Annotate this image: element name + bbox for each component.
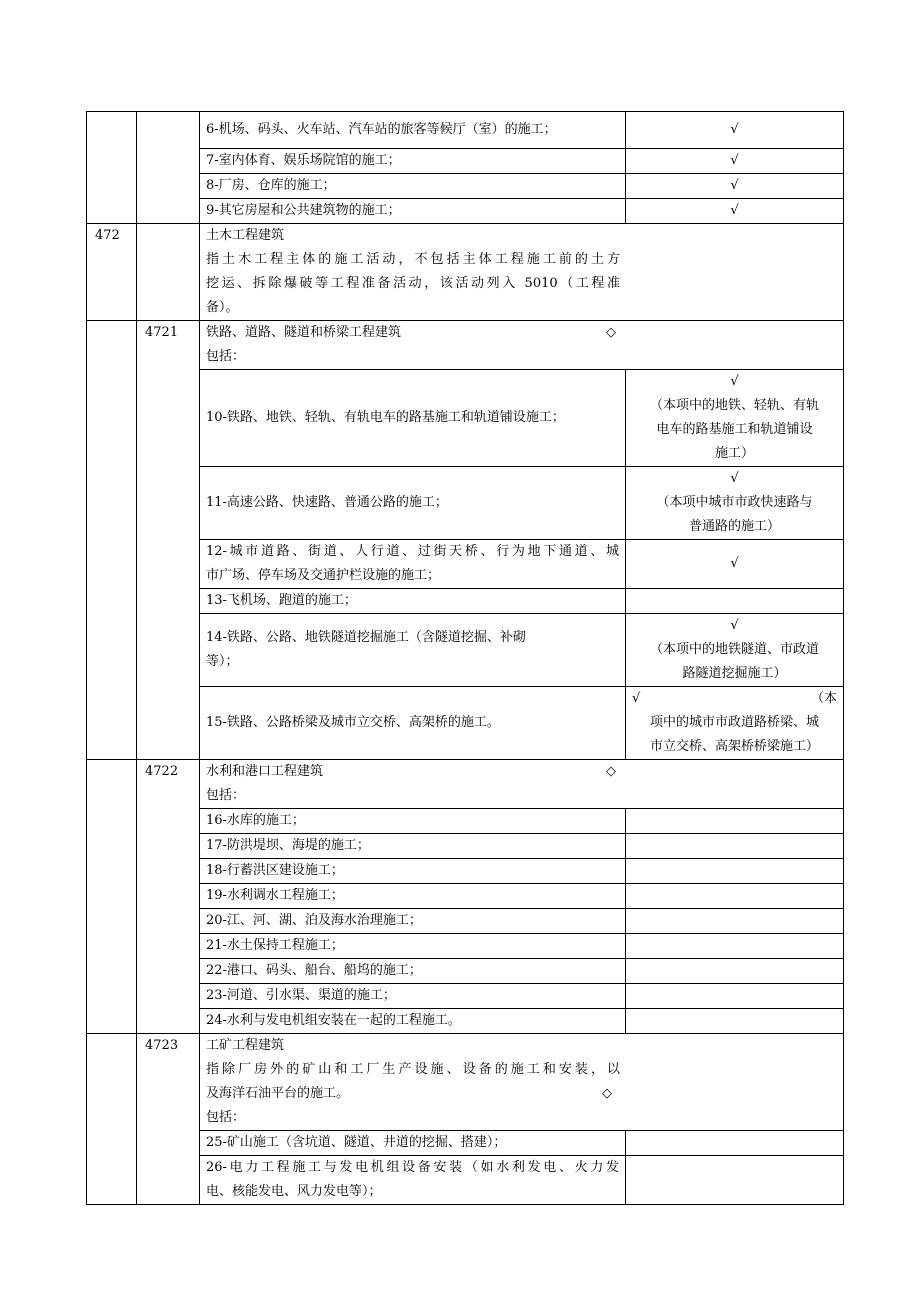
- section-4722-header: [200, 760, 844, 809]
- check-mark: √: [730, 471, 739, 486]
- item-text: 9-其它房屋和公共建筑物的施工；: [200, 199, 626, 224]
- item-text: 23-河道、引水渠、渠道的施工；: [200, 984, 626, 1009]
- check-mark: [626, 934, 844, 959]
- code-472: 472: [87, 224, 137, 321]
- table-row: [87, 112, 844, 149]
- item-text: 17-防洪堤坝、海堤的施工；: [200, 834, 626, 859]
- note-line: 普通路的施工）: [688, 519, 780, 534]
- table-row: [87, 540, 844, 589]
- note-cell: [626, 370, 844, 467]
- item-text: 13-飞机场、跑道的施工；: [200, 589, 626, 614]
- code-cell: [87, 1034, 137, 1205]
- table-row: [87, 959, 844, 984]
- item-text: [200, 614, 626, 687]
- table-row: [87, 589, 844, 614]
- check-mark: √: [730, 374, 739, 389]
- section-title: 铁路、道路、隧道和桥梁工程建筑: [206, 325, 402, 340]
- subcode-cell: [137, 224, 200, 321]
- diamond-icon: ◇: [606, 325, 616, 340]
- check-mark: √: [632, 691, 641, 706]
- note-line: 路隧道挖掘施工）: [682, 666, 787, 681]
- table-row: [87, 984, 844, 1009]
- table-row: [87, 687, 844, 760]
- code-4722: 4722: [137, 760, 200, 1034]
- include-label: 包括：: [206, 349, 246, 364]
- check-mark: [626, 884, 844, 909]
- item-text: 20-江、河、湖、泊及海水治理施工；: [200, 909, 626, 934]
- item-text-line: 电、核能发电、风力发电等）；: [206, 1184, 382, 1199]
- check-mark: √: [626, 174, 844, 199]
- item-text: [200, 1156, 626, 1205]
- item-text: 24-水利与发电机组安装在一起的工程施工。: [200, 1009, 626, 1034]
- item-text: 8-厂房、仓库的施工；: [200, 174, 626, 199]
- note-line: （本项中城市市政快速路与: [656, 495, 813, 510]
- section-desc-line: 挖运、拆除爆破等工程准备活动，该活动列入 5010（工程准: [206, 276, 620, 291]
- section-title: 水利和港口工程建筑: [206, 764, 324, 779]
- item-text: 21-水土保持工程施工；: [200, 934, 626, 959]
- check-mark: [626, 809, 844, 834]
- classification-table: [86, 111, 844, 1205]
- check-mark: [626, 859, 844, 884]
- note-line: 电车的路基施工和轨道铺设: [656, 422, 813, 437]
- include-label: 包括：: [206, 788, 246, 803]
- code-cell: [87, 321, 137, 760]
- section-desc-line: 备）。: [206, 300, 239, 315]
- item-text: 7-室内体育、娱乐场院馆的施工；: [200, 149, 626, 174]
- item-text: 22-港口、码头、船台、船坞的施工；: [200, 959, 626, 984]
- item-text: 19-水利调水工程施工；: [200, 884, 626, 909]
- item-text-line: 26-电力工程施工与发电机组设备安装（如水利发电、火力发: [206, 1160, 619, 1175]
- section-4721-header: [200, 321, 844, 370]
- check-mark: [626, 1009, 844, 1034]
- note-cell: [626, 614, 844, 687]
- note-line: 项中的城市市政道路桥梁、城: [649, 715, 819, 730]
- item-text: 11-高速公路、快速路、普通公路的施工；: [200, 467, 626, 540]
- table-row: [87, 809, 844, 834]
- diamond-icon: ◇: [606, 764, 616, 779]
- table-row: [87, 614, 844, 687]
- diamond-icon: ◇: [602, 1086, 612, 1101]
- note-line: 市立交桥、高架桥桥梁施工）: [649, 739, 819, 754]
- table-row: [87, 884, 844, 909]
- table-row: [87, 1009, 844, 1034]
- code-4723: 4723: [137, 1034, 200, 1205]
- item-text-line: 等）；: [206, 654, 239, 669]
- section-desc-line: 及海洋石油平台的施工。: [206, 1086, 350, 1101]
- table-row: [87, 174, 844, 199]
- table-row: [87, 370, 844, 467]
- item-text: 18-行蓄洪区建设施工；: [200, 859, 626, 884]
- table-row: [87, 834, 844, 859]
- code-cell: [87, 112, 137, 224]
- table-row: [87, 1131, 844, 1156]
- include-label: 包括：: [206, 1110, 246, 1125]
- section-title: 工矿工程建筑: [206, 1038, 285, 1053]
- section-4721-header-row: [87, 321, 844, 370]
- note-line: 施工）: [714, 446, 754, 461]
- item-text: 6-机场、码头、火车站、汽车站的旅客等候厅（室）的施工；: [200, 112, 626, 149]
- item-text: 25-矿山施工（含坑道、隧道、井道的挖掘、搭建）；: [200, 1131, 626, 1156]
- item-text-line: 14-铁路、公路、地铁隧道挖掘施工（含隧道挖掘、补砌: [206, 630, 526, 645]
- section-title: 土木工程建筑: [206, 228, 285, 243]
- check-mark: [626, 1131, 844, 1156]
- item-text: 15-铁路、公路桥梁及城市立交桥、高架桥的施工。: [200, 687, 626, 760]
- table-row: [87, 909, 844, 934]
- check-mark: [626, 1156, 844, 1205]
- section-472-content: [200, 224, 844, 321]
- note-line: （本项中的地铁、轻轨、有轨: [649, 398, 819, 413]
- table-row: [87, 199, 844, 224]
- section-4723-header: [200, 1034, 844, 1131]
- note-line: （本: [810, 691, 837, 706]
- check-mark: √: [626, 199, 844, 224]
- note-cell: [626, 687, 844, 760]
- item-text-line: 12-城市道路、街道、人行道、过街天桥、行为地下通道、城: [206, 544, 619, 559]
- check-mark: √: [626, 149, 844, 174]
- check-mark: [626, 834, 844, 859]
- check-mark: √: [730, 618, 739, 633]
- subcode-cell: [137, 112, 200, 224]
- item-text: 10-铁路、地铁、轻轨、有轨电车的路基施工和轨道铺设施工；: [200, 370, 626, 467]
- note-line: （本项中的地铁隧道、市政道: [649, 642, 819, 657]
- check-mark: [626, 909, 844, 934]
- section-desc-line: 指除厂房外的矿山和工厂生产设施、设备的施工和安装，以: [206, 1062, 620, 1077]
- section-desc-line: 指土木工程主体的施工活动，不包括主体工程施工前的土方: [206, 252, 620, 267]
- check-mark: √: [626, 112, 844, 149]
- note-cell: [626, 467, 844, 540]
- table-row: [87, 859, 844, 884]
- code-cell: [87, 760, 137, 1034]
- section-4722-header-row: [87, 760, 844, 809]
- check-mark: [626, 984, 844, 1009]
- section-472-row: [87, 224, 844, 321]
- item-text: [200, 540, 626, 589]
- check-mark: √: [626, 540, 844, 589]
- check-mark: [626, 959, 844, 984]
- table-row: [87, 1156, 844, 1205]
- table-row: [87, 934, 844, 959]
- item-text: 16-水库的施工；: [200, 809, 626, 834]
- section-4723-header-row: [87, 1034, 844, 1131]
- check-mark: [626, 589, 844, 614]
- table-row: [87, 149, 844, 174]
- table-row: [87, 467, 844, 540]
- item-text-line: 市广场、停车场及交通护栏设施的施工；: [206, 568, 441, 583]
- code-4721: 4721: [137, 321, 200, 760]
